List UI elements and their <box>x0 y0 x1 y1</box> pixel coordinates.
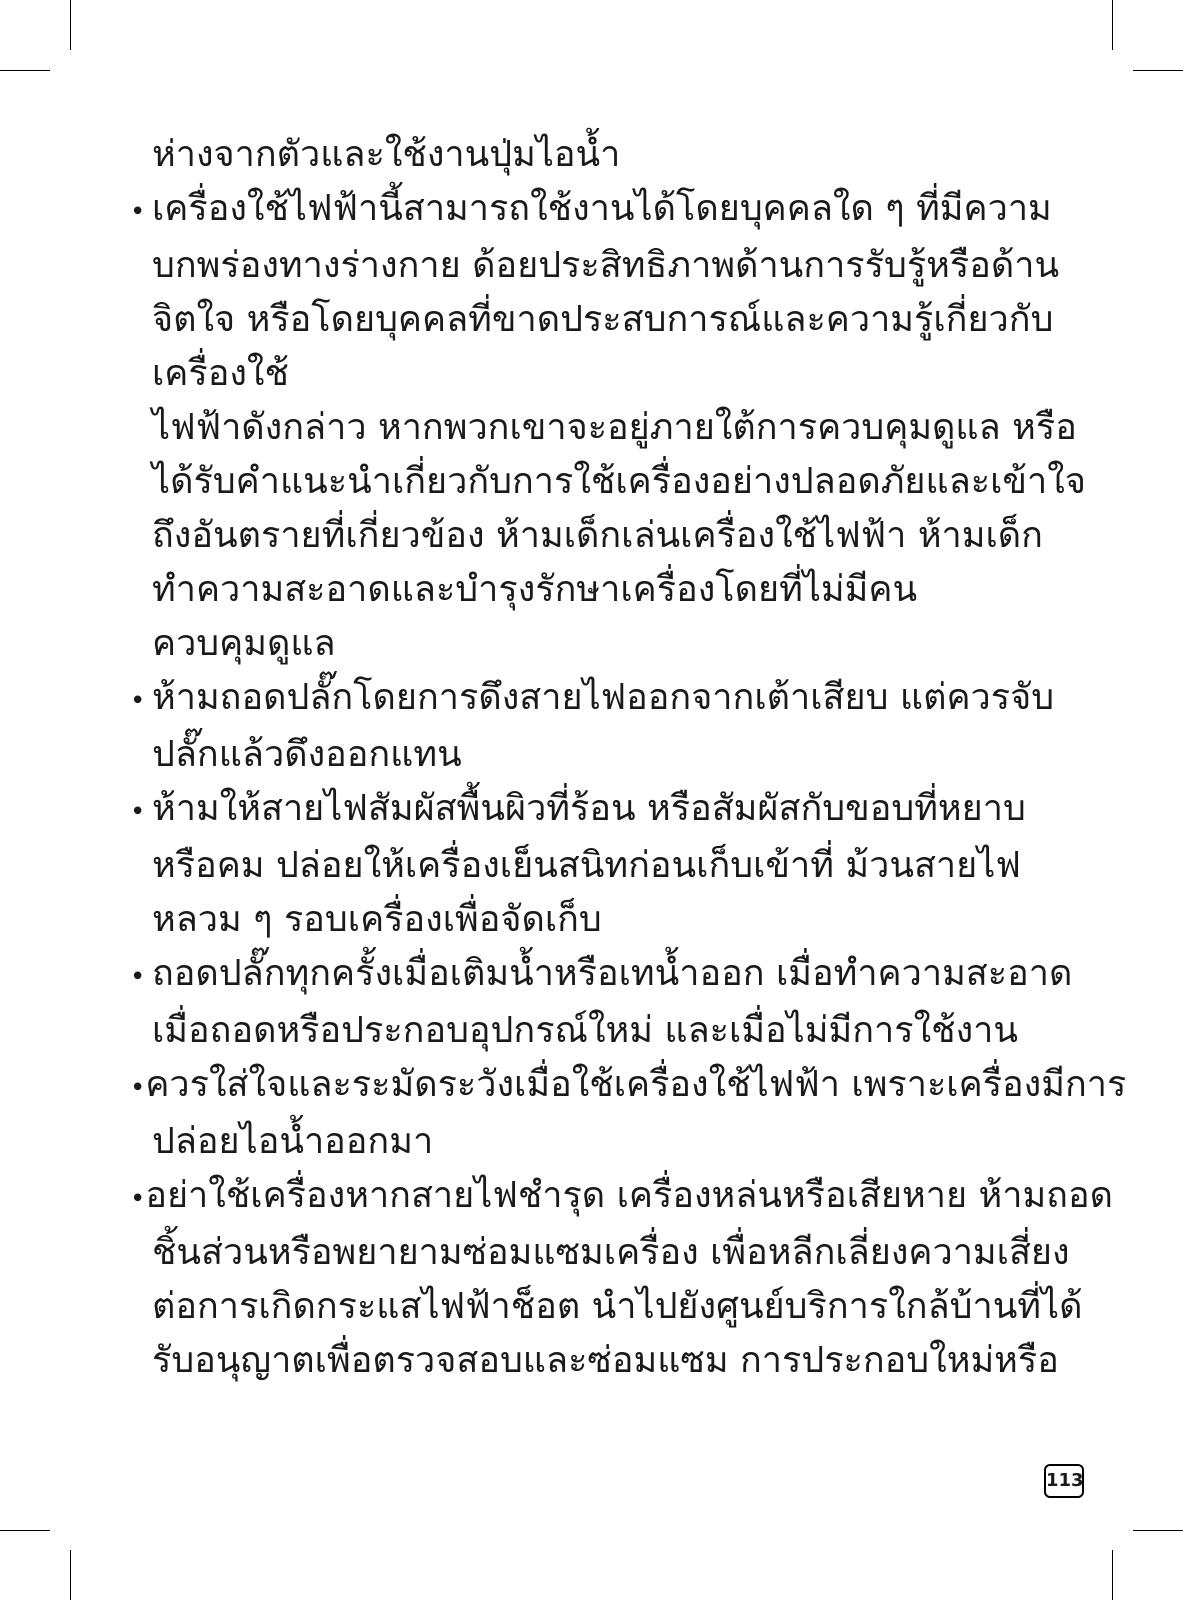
text-line <box>130 401 1090 455</box>
text-line <box>130 728 1090 782</box>
bullet-dot-icon: • <box>130 1184 146 1214</box>
text-line <box>130 347 1090 401</box>
crop-mark-top-left-horizontal <box>0 70 50 71</box>
line-text: ห่างจากตัวและใช้งานปุ่มไอน้ำ <box>152 134 621 175</box>
text-line <box>130 839 1090 893</box>
text-line <box>130 1334 1090 1388</box>
line-text: เมื่อถอดหรือประกอบอุปกรณ์ใหม่ และเมื่อไม่มีการใช้งาน <box>152 1010 1019 1051</box>
line-text: ปล่อยไอน้ำออกมา <box>152 1121 434 1162</box>
bullet-dot-icon: • <box>130 962 146 992</box>
line-text: ต่อการเกิดกระแสไฟฟ้าช็อต นำไปยังศูนย์บริการใกล้บ้านที่ได้ <box>152 1286 1083 1327</box>
text-line <box>130 509 1090 563</box>
text-line <box>130 1226 1090 1280</box>
line-text: ชิ้นส่วนหรือพยายามซ่อมแซมเครื่อง เพื่อหลีกเลี่ยงความเสี่ยง <box>152 1232 1070 1273</box>
text-line <box>130 128 1090 182</box>
line-text: ควรใส่ใจและระมัดระวังเมื่อใช้เครื่องใช้ไฟฟ้า เพราะเครื่องมีการ <box>145 1064 1127 1105</box>
line-text: ห้ามถอดปลั๊กโดยการดึงสายไฟออกจากเต้าเสียบ แต่ควรจับ <box>152 677 1055 718</box>
line-text: เครื่องใช้ <box>152 353 289 394</box>
line-text: ถอดปลั๊กทุกครั้งเมื่อเติมน้ำหรือเทน้ำออก เมื่อทำความสะอาด <box>152 953 1073 994</box>
line-text: หลวม ๆ รอบเครื่องเพื่อจัดเก็บ <box>152 899 602 940</box>
line-text: อย่าใช้เครื่องหากสายไฟชำรุด เครื่องหล่นหรือเสียหาย ห้ามถอด <box>145 1175 1113 1216</box>
crop-mark-top-right-horizontal <box>1133 70 1183 71</box>
text-line <box>130 239 1090 293</box>
line-text: หรือคม ปล่อยให้เครื่องเย็นสนิทก่อนเก็บเข้าที่ ม้วนสายไฟ <box>152 845 1021 886</box>
text-line <box>130 455 1090 509</box>
crop-mark-bottom-left-horizontal <box>0 1530 50 1531</box>
line-text: รับอนุญาตเพื่อตรวจสอบและซ่อมแซม การประกอบใหม่หรือ <box>152 1340 1059 1381</box>
line-text: ปลั๊กแล้วดึงออกแทน <box>152 734 462 775</box>
line-text: เครื่องใช้ไฟฟ้านี้สามารถใช้งานได้โดยบุคคลใด ๆ ที่มีความ <box>152 188 1052 229</box>
crop-mark-bottom-right-horizontal <box>1133 1530 1183 1531</box>
bullet-line <box>130 1058 1127 1115</box>
bullet-dot-icon: • <box>130 1073 146 1103</box>
text-line <box>130 563 1090 617</box>
text-line <box>130 1115 1090 1169</box>
crop-mark-bottom-left-vertical <box>70 1550 71 1600</box>
line-text: ไฟฟ้าดังกล่าว หากพวกเขาจะอยู่ภายใต้การควบคุมดูแล หรือ <box>152 407 1077 448</box>
line-text: ห้ามให้สายไฟสัมผัสพื้นผิวที่ร้อน หรือสัมผัสกับขอบที่หยาบ <box>152 788 1026 829</box>
crop-mark-top-left-vertical <box>70 0 71 50</box>
bullet-line <box>130 782 1090 839</box>
document-body <box>130 128 1127 1388</box>
line-text: ทำความสะอาดและบำรุงรักษาเครื่องโดยที่ไม่มีคน <box>152 569 918 610</box>
text-line <box>130 893 1090 947</box>
line-text: ถึงอันตรายที่เกี่ยวข้อง ห้ามเด็กเล่นเครื่องใช้ไฟฟ้า ห้ามเด็ก <box>152 515 1043 556</box>
bullet-line <box>130 182 1090 239</box>
text-line <box>130 1004 1090 1058</box>
line-text: ควบคุมดูแล <box>152 623 336 664</box>
crop-mark-bottom-right-vertical <box>1112 1550 1113 1600</box>
text-line <box>130 617 1090 671</box>
bullet-line <box>130 947 1090 1004</box>
line-text: จิตใจ หรือโดยบุคคลที่ขาดประสบการณ์และความรู้เกี่ยวกับ <box>152 299 1054 340</box>
bullet-dot-icon: • <box>130 197 146 227</box>
text-line <box>130 1280 1090 1334</box>
bullet-dot-icon: • <box>130 686 146 716</box>
crop-mark-top-right-vertical <box>1112 0 1113 50</box>
bullet-dot-icon: • <box>130 797 146 827</box>
line-text: บกพร่องทางร่างกาย ด้อยประสิทธิภาพด้านการรับรู้หรือด้าน <box>152 245 1060 286</box>
text-line <box>130 293 1090 347</box>
bullet-line <box>130 671 1090 728</box>
bullet-line <box>130 1169 1113 1226</box>
page-number: 113 <box>1044 1464 1084 1498</box>
line-text: ได้รับคำแนะนำเกี่ยวกับการใช้เครื่องอย่างปลอดภัยและเข้าใจ <box>152 461 1086 502</box>
